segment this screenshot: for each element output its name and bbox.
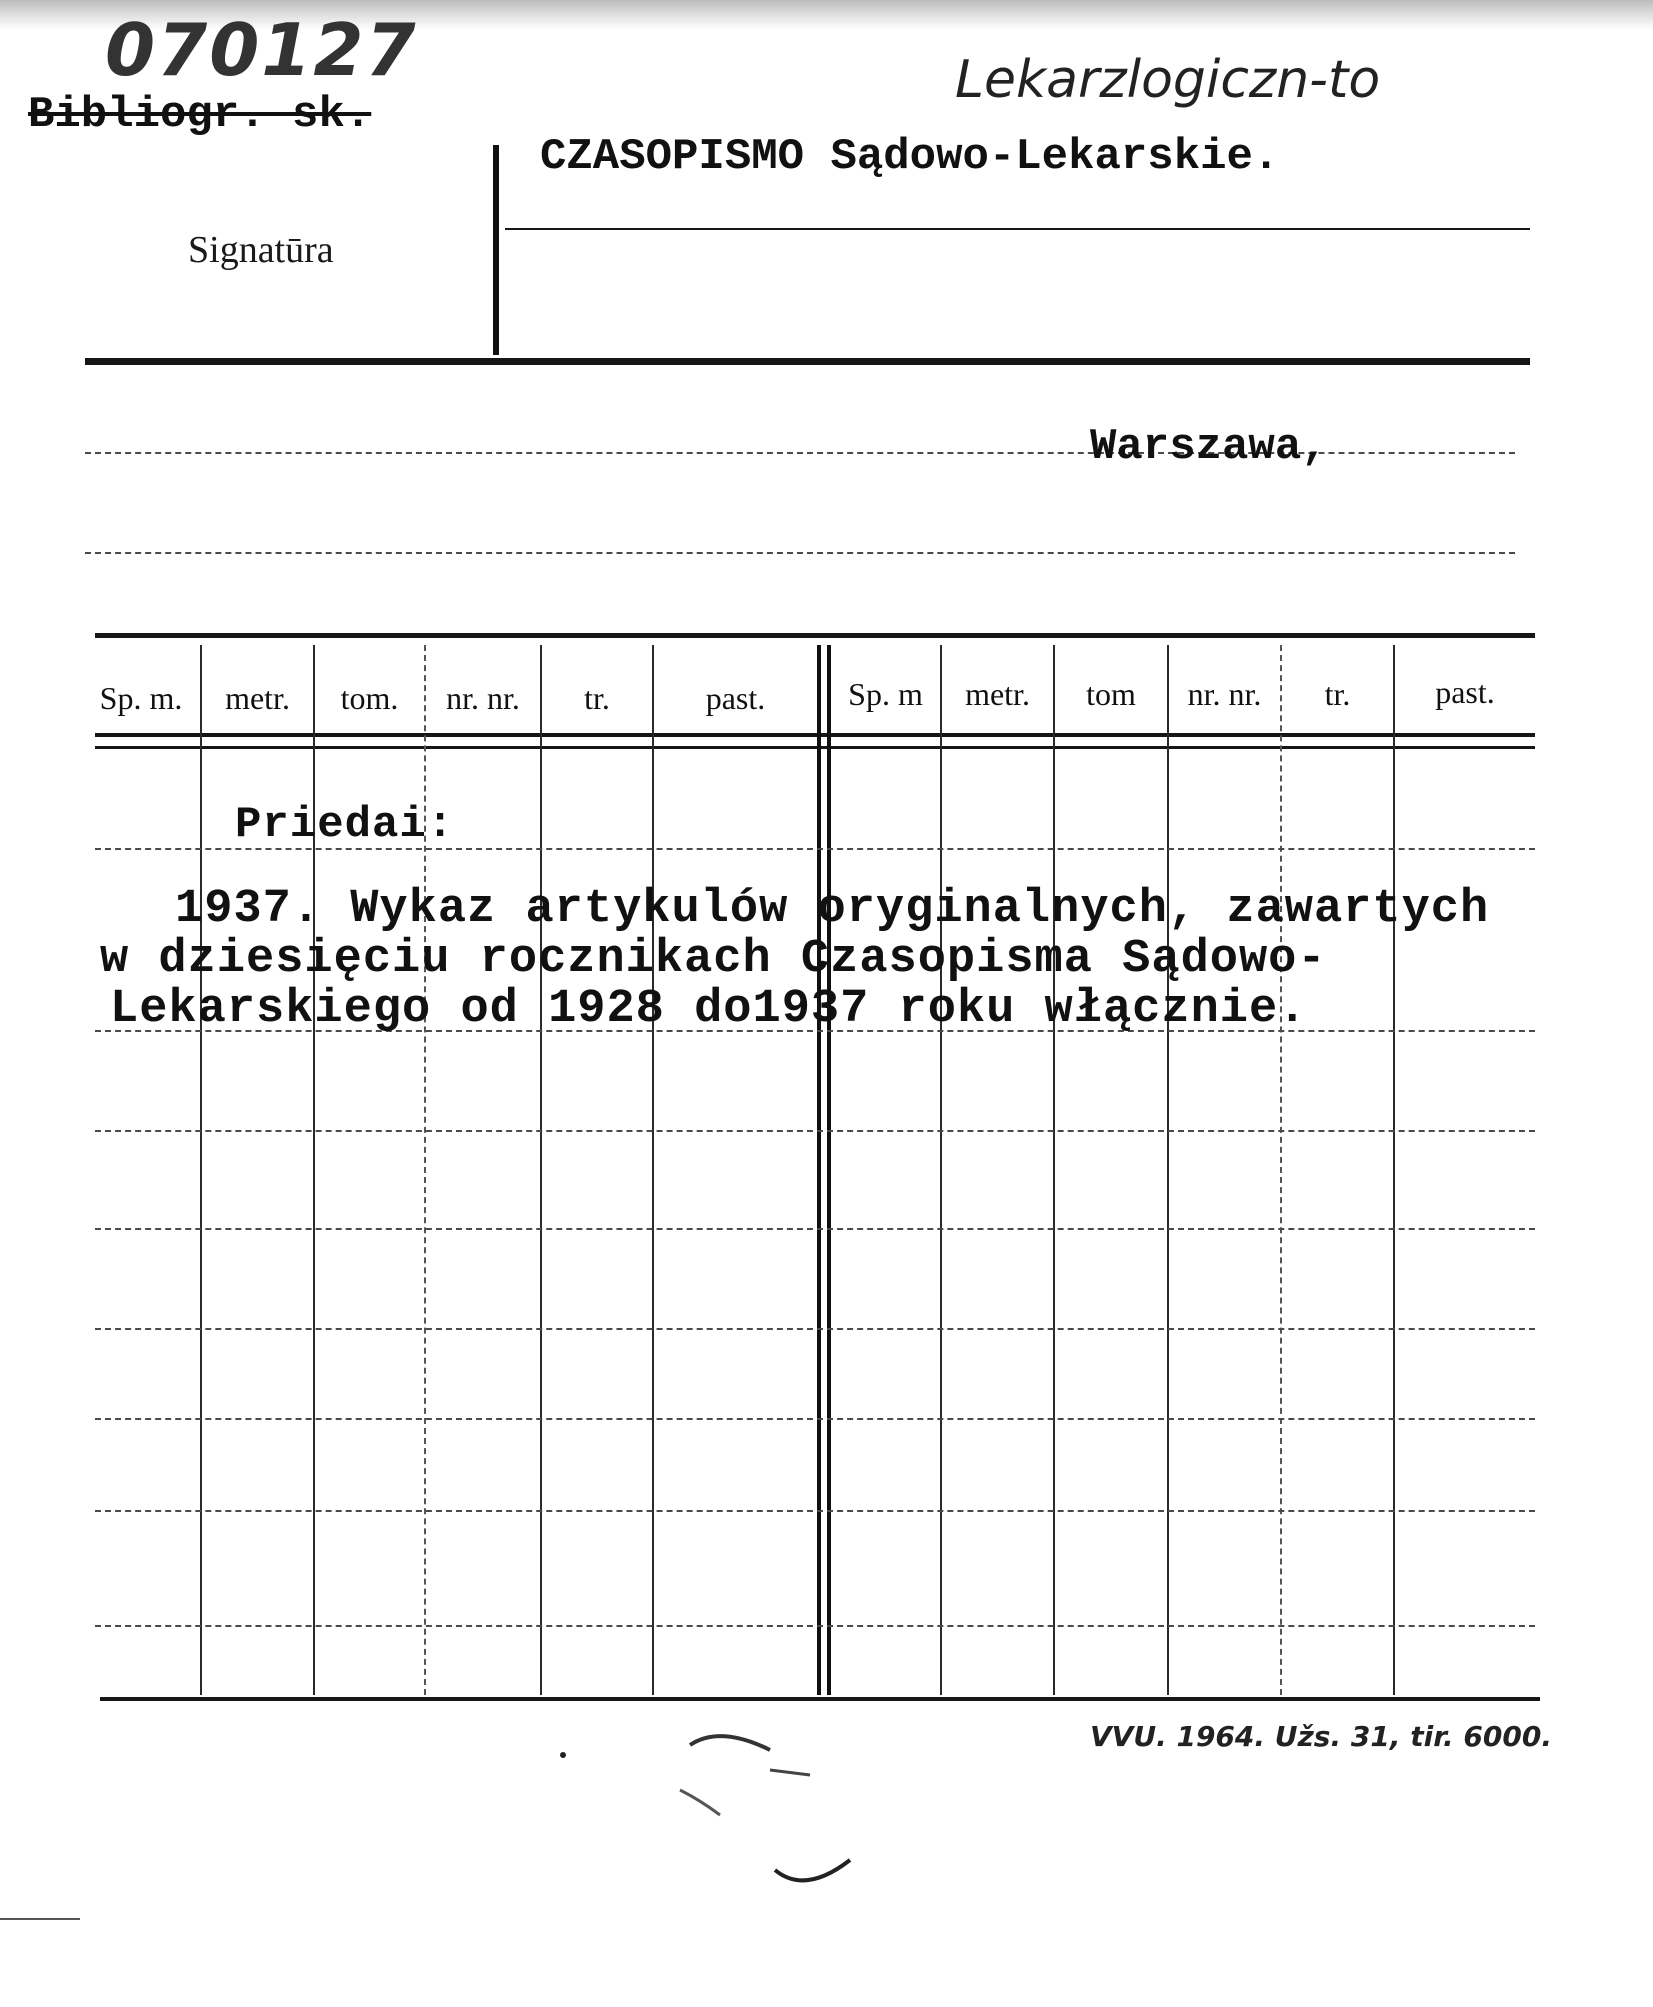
col-line-9: [1167, 645, 1169, 1695]
stamp-label: Bibliogr. sk.: [28, 90, 372, 140]
center-double-line-a: [817, 645, 821, 1695]
row-line-4: [95, 1228, 1535, 1230]
entry-line-2: w dziesięciu rocznikach Czasopisma Sądowo-: [100, 933, 1327, 986]
center-double-line-b: [827, 645, 831, 1695]
col-line-8: [1053, 645, 1055, 1695]
handwritten-number: 070127: [105, 8, 418, 92]
entry-heading: Priedai:: [235, 800, 455, 850]
row-line-6: [95, 1418, 1535, 1420]
header-nr-right: nr. nr.: [1187, 676, 1262, 712]
footer-print-info: VVU. 1964. Užs. 31, tir. 6000.: [1090, 1720, 1552, 1753]
scan-smudge: [660, 1720, 880, 1900]
header-sp-m-left: Sp. m.: [99, 680, 183, 716]
header-metr-right: metr.: [965, 676, 1030, 712]
row-line-3: [95, 1130, 1535, 1132]
handwritten-note: Lekarzlogiczn-to: [955, 50, 1381, 110]
entry-line-1: 1937. Wykaz artykulów oryginalnych, zawartych: [175, 883, 1490, 936]
signature-label: Signatūra: [188, 229, 334, 271]
col-line-7: [940, 645, 942, 1695]
header-tom-right: tom: [1086, 676, 1136, 712]
header-tr-left: tr.: [584, 680, 610, 716]
col-line-11: [1393, 645, 1395, 1695]
header-past-right: past.: [1435, 674, 1495, 710]
scan-dot: [560, 1752, 566, 1758]
header-past-left: past.: [705, 680, 766, 716]
header-divider: [493, 145, 499, 355]
bottom-edge-mark: [0, 1918, 80, 1920]
entry-line-3: Lekarskiego od 1928 do1937 roku włącznie.: [110, 983, 1308, 1036]
header-tr-right: tr.: [1324, 676, 1351, 712]
blank-line-1: [85, 552, 1515, 554]
col-line-10: [1280, 645, 1282, 1695]
place: Warszawa,: [1090, 422, 1328, 472]
header-metr-left: metr.: [225, 680, 290, 716]
col-line-5: [652, 645, 654, 1695]
col-line-1: [200, 645, 202, 1695]
card-title: CZASOPISMO Sądowo-Lekarskie.: [540, 132, 1280, 182]
header-sp-m-right: Sp. m: [848, 676, 923, 712]
header-tom-left: tom.: [340, 680, 399, 716]
col-line-4: [540, 645, 542, 1695]
row-line-5: [95, 1328, 1535, 1330]
table-top-rule: [95, 633, 1535, 638]
table-header-rule: [95, 733, 1535, 737]
header-bottom-rule: [85, 358, 1530, 365]
table-bottom-rule: [100, 1697, 1540, 1701]
header-nr-left: nr. nr.: [446, 680, 520, 716]
row-line-7: [95, 1510, 1535, 1512]
table-body-rule: [95, 746, 1535, 749]
title-rule: [505, 228, 1530, 230]
row-line-8: [95, 1625, 1535, 1627]
